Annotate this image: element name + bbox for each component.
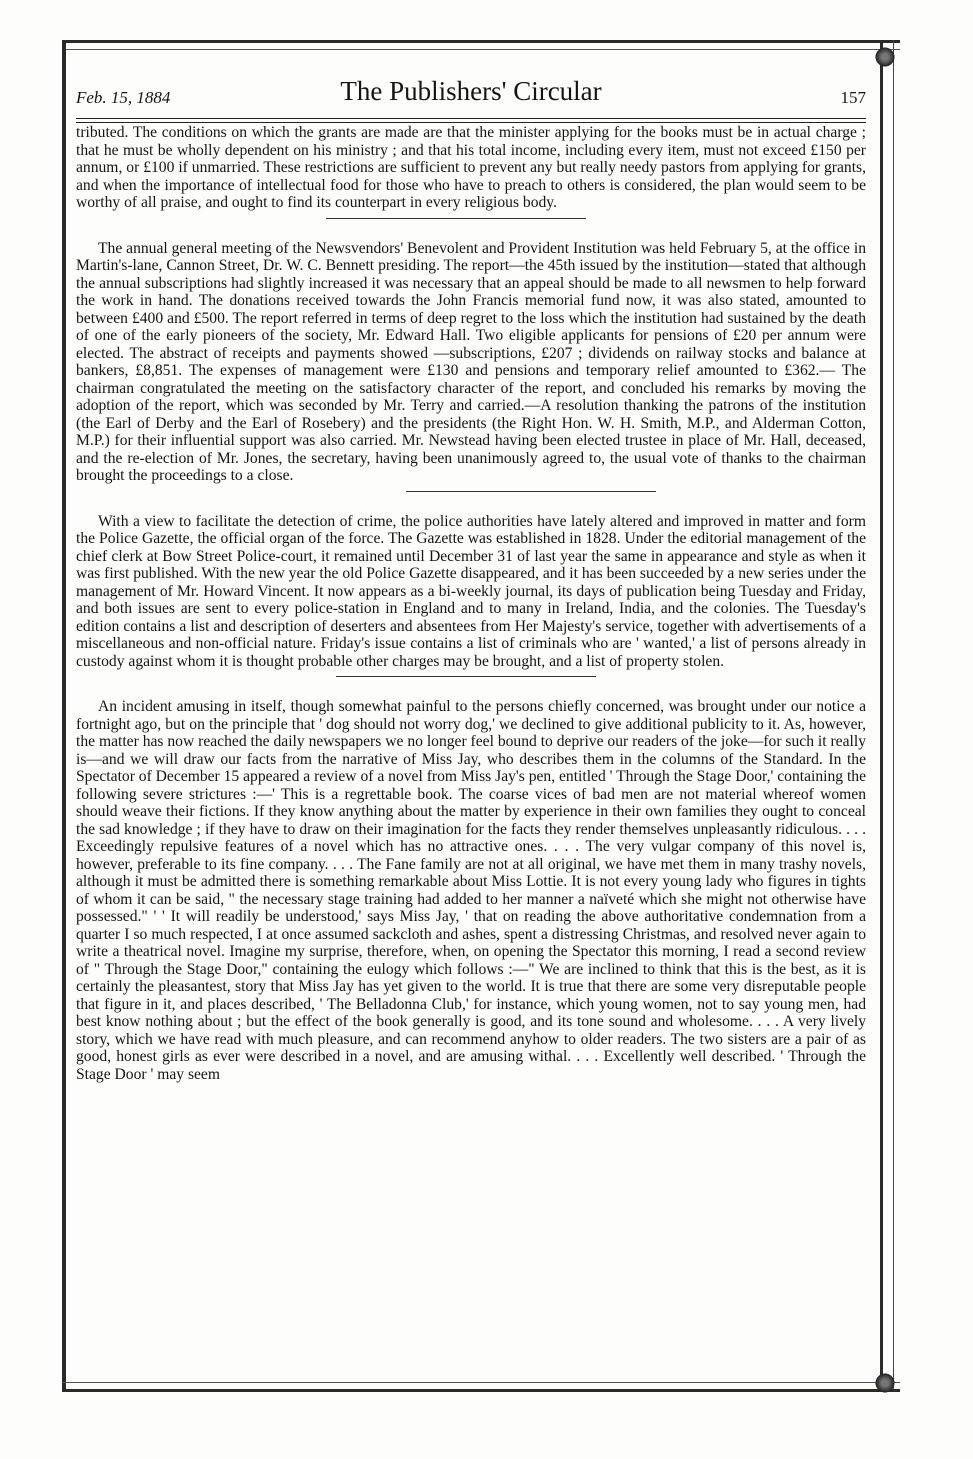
article-grants-paragraph: tributed. The conditions on which the grants are made are that the minister applying for the books must be in actual charge ; that he must be wholly dependent on his ministry ; and that his total income, including every item, must not exceed £150 per annum, or £100 if unmarried. These restrictions are sufficient to prevent any but really needy pastors from applying for grants, and when the importance of intellectual food for those who have to preach to others is considered, the plan would seem to be worthy of all praise, and ought to find its counterpart in every religious body. <box>76 124 866 211</box>
corner-ornament-icon <box>874 46 896 68</box>
article-body <box>76 124 866 1083</box>
publication-title: The Publishers' Circular <box>340 76 602 106</box>
running-header <box>76 74 866 114</box>
article-separator <box>76 485 866 499</box>
article-separator <box>76 212 866 226</box>
header-rule <box>76 118 866 123</box>
page-number: 157 <box>840 88 866 107</box>
article-police-gazette-paragraph: With a view to facilitate the detection of crime, the police authorities have lately altered and improved in matter and form the Police Gazette, the official organ of the force. The Gazette was established in 1828. Under the editorial management of the chief clerk at Bow Street Police-court, it remained until December 31 of last year the same in appearance and style as when it was first published. With the new year the old Police Gazette disappeared, and it has been succeeded by a new series under the management of Mr. Howard Vincent. It now appears as a bi-weekly journal, its days of publication being Tuesday and Friday, and both issues are sent to every police-station in England and to many in Ireland, India, and the colonies. The Tuesday's edition contains a list and description of deserters and absentees from Her Majesty's service, together with advertisements of a miscellaneous and non-official nature. Friday's issue contains a list of criminals who are ' wanted,' a list of persons already in custody against whom it is thought probable other charges may be brought, and a list of property stolen. <box>76 512 866 670</box>
page-frame-left <box>62 40 66 1390</box>
page-frame-right <box>880 40 894 1390</box>
page-frame-top <box>62 40 900 50</box>
article-newsvendors-paragraph: The annual general meeting of the Newsvendors' Benevolent and Provident Institution was held February 5, at the office in Martin's-lane, Cannon Street, Dr. W. C. Bennett presiding. The report—the 45th issued by the institution—stated that although the annual subscriptions had slightly increased it was necessary that an appeal should be made to all newsmen to help forward the work in hand. The donations received towards the John Francis memorial fund now, it was also stated, amounted to between £400 and £500. The report referred in terms of deep regret to the loss which the institution had sustained by the death of one of the early pioneers of the society, Mr. Edward Hall. Two eligible applicants for pensions of £20 per annum were elected. The abstract of receipts and payments showed —subscriptions, £207 ; dividends on railway stocks and balance at bankers, £8,851. The expenses of management were £130 and pensions and temporary relief amounted to £362.— The chairman congratulated the meeting on the satisfactory character of the report, and concluded his remarks by moving the adoption of the report, which was seconded by Mr. Terry and carried.—A resolution thanking the patrons of the institution (the Earl of Derby and the Earl of Rosebery) and the presidents (the Right Hon. W. H. Smith, M.P., and Alderman Cotton, M.P.) for their influential support was also carried. Mr. Newstead having been elected trustee in place of Mr. Hall, deceased, and the re-election of Mr. Jones, the secretary, having been unanimously agreed to, the usual vote of thanks to the chairman brought the proceedings to a close. <box>76 239 866 484</box>
article-separator <box>76 670 866 684</box>
article-miss-jay-paragraph: An incident amusing in itself, though somewhat painful to the persons chiefly concerned, was brought under our notice a fortnight ago, but on the principle that ' dog should not worry dog,' we declined to give additional publicity to it. As, however, the matter has now reached the daily newspapers we no longer feel bound to deprive our readers of the joke—for such it really is—and we will draw our facts from the narrative of Miss Jay, who describes them in the columns of the Standard. In the Spectator of December 15 appeared a review of a novel from Miss Jay's pen, entitled ' Through the Stage Door,' containing the following severe strictures :—' This is a regrettable book. The coarse vices of bad men are not material whereof women should weave their fictions. If they know anything about the matter by experience in their own families they ought to conceal the sad knowledge ; if they have to draw on their imagination for the facts they render themselves unpleasantly ridiculous. . . . Exceedingly repulsive features of a novel which has no attractive ones. . . . The very vulgar company of this novel is, however, preferable to its fine company. . . . The Fane family are not at all original, we have met them in many trashy novels, although it must be admitted there is something remarkable about Miss Lottie. It is not every young lady who figures in tights of whom it can be said, " the necessary stage training had added to her manner a naïveté which she might not otherwise have possessed." ' ' It will readily be understood,' says Miss Jay, ' that on reading the above authoritative condemnation from a quarter I so much respected, I at once assumed sackcloth and ashes, spent a distressing Christmas, and resolved never again to write a theatrical novel. Imagine my surprise, therefore, when, on opening the Spectator this morning, I read a second review of " Through the Stage Door," containing the eulogy which follows :—" We are inclined to think that this is the best, as it is certainly the pleasantest, story that Miss Jay has yet given to the world. It is true that there are some very disreputable people that figure in it, and places described, ' The Belladonna Club,' for instance, which young women, not to say young men, had best know nothing about ; but the effect of the book generally is good, and its tone sound and wholesome. . . . A very lively story, which we have read with much pleasure, and can recommend anyhow to older readers. The two sisters are a pair of as good, honest girls as ever were described in a novel, and are amusing withal. . . . Excellently well described. ' Through the Stage Door ' may seem <box>76 698 866 1083</box>
corner-ornament-icon <box>874 1372 896 1394</box>
issue-date: Feb. 15, 1884 <box>76 88 171 107</box>
page-frame-bottom <box>62 1382 900 1392</box>
